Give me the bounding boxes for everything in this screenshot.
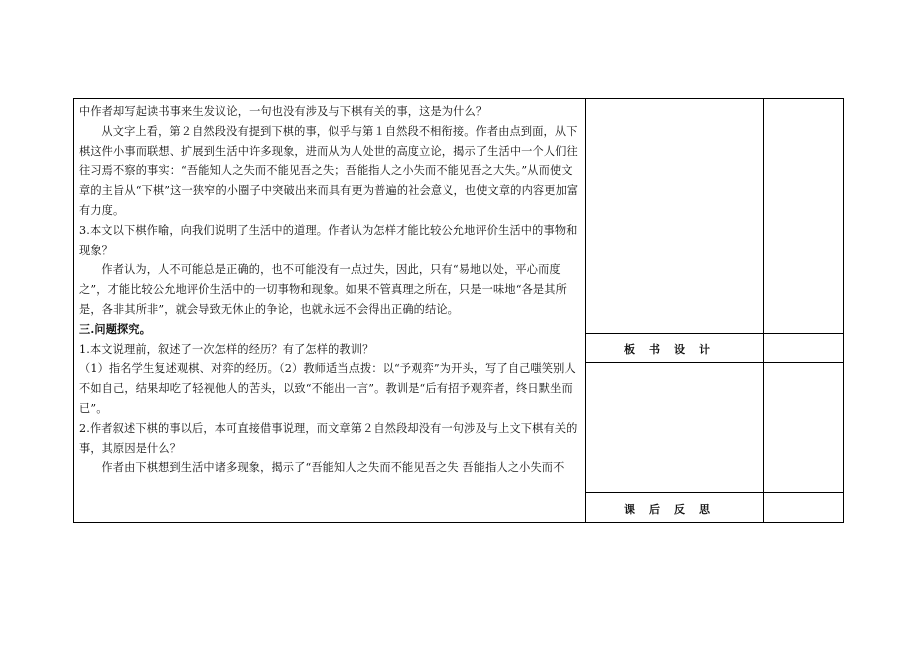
text-paragraph: 作者由下棋想到生活中诸多现象，揭示了“吾能知人之失而不能见吾之失 吾能指人之小失而不 bbox=[101, 461, 565, 475]
column-divider-notes bbox=[763, 99, 764, 522]
reflection-label: 课后反思 bbox=[624, 503, 724, 516]
row-divider-board-design bbox=[585, 362, 843, 363]
section-heading: 三.问题探究。 bbox=[79, 321, 152, 336]
text-line: 中作者却写起读书事来生发议论，一句也没有涉及与下棋有关的事，这是为什么？ bbox=[79, 105, 488, 118]
row-divider-reflection bbox=[585, 492, 843, 493]
text-paragraph: 作者认为，人不可能总是正确的，也不可能没有一点过失，因此，只有“易地以处，平心而度之”，才能比较公允地评价生活中的一切事物和现象。如果不管真理之所在，只是一味地“各是其所是，各非其所非”，就会导致无休止的争论，也就永远不会得出正确的结论。 bbox=[79, 263, 567, 316]
text-question: 2.作者叙述下棋的事以后，本可直接借事说理，而文章第２自然段却没有一句涉及与上文下棋有关的事，其原因是什么？ bbox=[79, 421, 578, 455]
text-question: 1.本文说理前，叙述了一次怎样的经历？有了怎样的教训？ bbox=[79, 342, 374, 356]
lesson-table bbox=[73, 98, 844, 523]
column-divider-main bbox=[585, 99, 586, 522]
text-paragraph: 从文字上看，第２自然段没有提到下棋的事，似乎与第１自然段不相衔接。作者由点到面，从下棋这件小事而联想、扩展到生活中许多现象，进而从为人处世的高度立论，揭示了生活中一个人们往往习焉不察的事实：“吾能知人之失而不能见吾之失；吾能指人之小失而不能见吾之大失。”从而使文章的主旨从“下棋”这一狭窄的小圈子中突破出来而具有更为普遍的社会意义，也使文章的内容更加富有力度。 bbox=[79, 124, 579, 217]
text-question: 3.本文以下棋作喻，向我们说明了生活中的道理。作者认为怎样才能比较公允地评价生活中的事物和现象？ bbox=[79, 223, 578, 257]
board-design-label: 板书设计 bbox=[624, 343, 724, 356]
text-paragraph: （1）指名学生复述观棋、对弈的经历。（2）教师适当点拨：以“予观弈”为开头，写了自己嗤笑别人不如自己，结果却吃了轻视他人的苦头，以致“不能出一言”。教训是“后有招予观弈者，终日默坐而已”。 bbox=[79, 362, 576, 415]
lesson-text bbox=[79, 102, 579, 478]
row-divider-top bbox=[585, 333, 843, 334]
